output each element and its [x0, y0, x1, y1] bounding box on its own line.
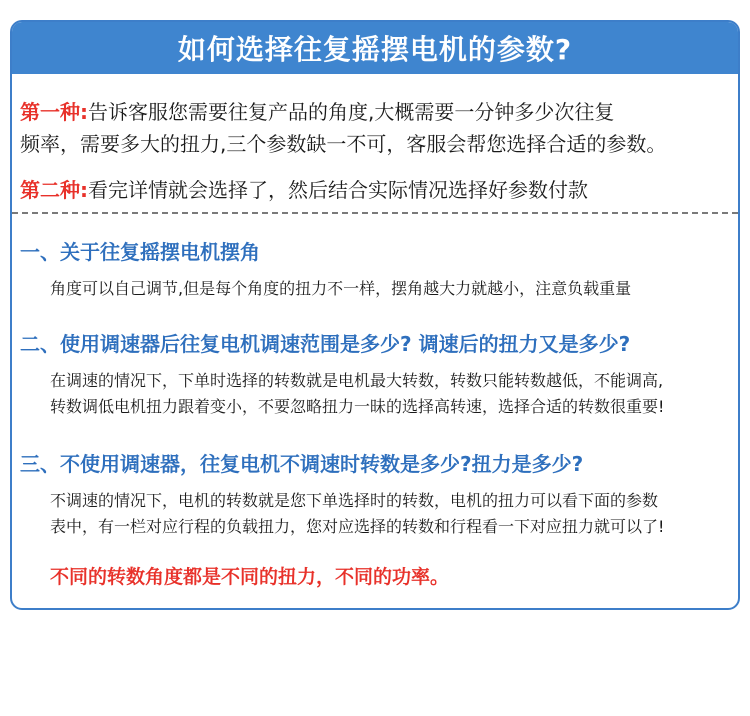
method1-label: 第一种: [20, 100, 88, 124]
method1-text-line2: 频率，需要多大的扭力,三个参数缺一不可，客服会帮您选择合适的参数。 [20, 132, 667, 156]
dashed-divider [12, 212, 738, 214]
section3-text-line2: 表中，有一栏对应行程的负载扭力，您对应选择的转数和行程看一下对应扭力就可以了! [50, 517, 665, 536]
method2-line [20, 174, 588, 203]
section1-heading: 一、关于往复摇摆电机摆角 [20, 240, 260, 264]
method1-line1 [20, 96, 614, 125]
method1-text-line1: 告诉客服您需要往复产品的角度,大概需要一分钟多少次往复 [88, 100, 615, 124]
section3-heading: 三、不使用调速器，往复电机不调速时转数是多少?扭力是多少? [20, 452, 584, 476]
section2-text-line1: 在调速的情况下，下单时选择的转数就是电机最大转数，转数只能转数越低，不能调高, [50, 371, 664, 390]
section2-heading: 二、使用调速器后往复电机调速范围是多少? 调速后的扭力又是多少? [20, 332, 631, 356]
section2-text-line2: 转数调低电机扭力跟着变小，不要忽略扭力一昧的选择高转速，选择合适的转数很重要! [50, 397, 665, 416]
method2-text: 看完详情就会选择了，然后结合实际情况选择好参数付款 [88, 178, 588, 202]
method2-label: 第二种: [20, 178, 88, 202]
closing-note: 不同的转数角度都是不同的扭力，不同的功率。 [50, 566, 450, 588]
section1-text: 角度可以自己调节,但是每个角度的扭力不一样，摆角越大力就越小，注意负载重量 [50, 279, 632, 298]
title-banner [12, 22, 738, 74]
banner-title: 如何选择往复摇摆电机的参数? [177, 33, 573, 66]
info-card [10, 20, 740, 610]
section3-text-line1: 不调速的情况下，电机的转数就是您下单选择时的转数，电机的扭力可以看下面的参数 [50, 491, 659, 510]
